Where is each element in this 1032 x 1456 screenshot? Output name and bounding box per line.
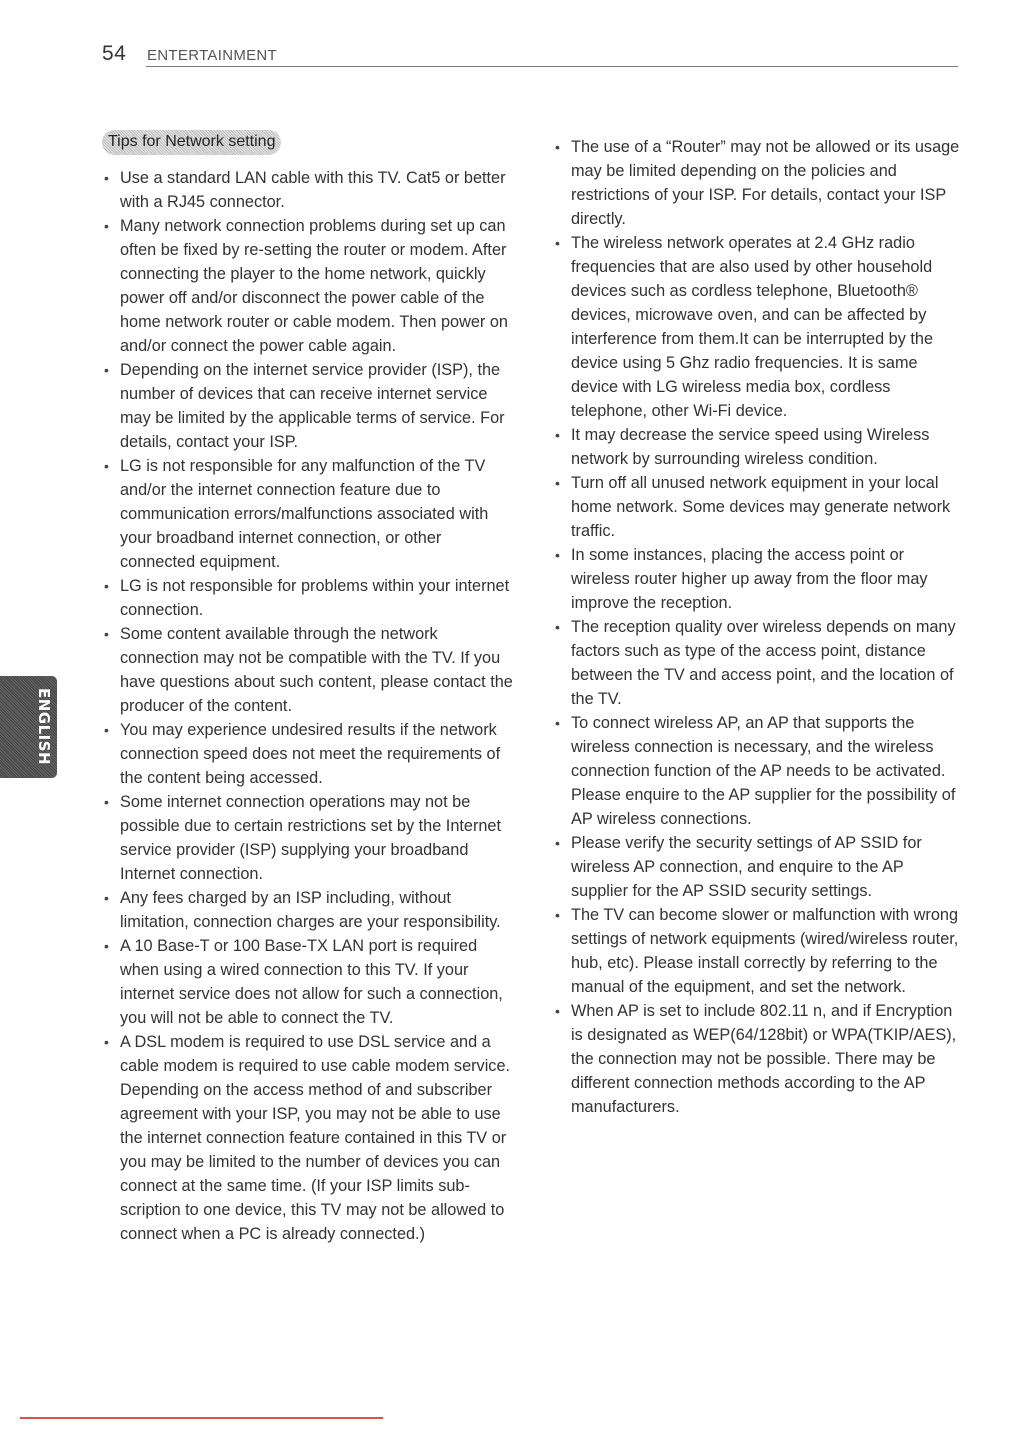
page-header <box>102 40 958 70</box>
section-title: ENTERTAINMENT <box>147 47 278 64</box>
list-item: • When AP is set to include 802.11 n, and if Encryption is designated as WEP(64/128bit) or WPA(TKIP/AES), the connection may not be possible. There may be different connection methods according to the AP manufacturers. <box>555 999 965 1119</box>
left-column <box>104 166 519 1246</box>
list-item: • Some content available through the network connection may not be compatible with the TV. If you have questions about such content, please contact the producer of the content. <box>104 622 519 718</box>
list-item: • Many network connection problems during set up can often be fixed by re-setting the router or modem. After connecting the player to the home network, quickly power off and/or disconnect the power cable of the home network router or cable modem. Then power on and/or connect the power cable again. <box>104 214 519 358</box>
list-item: • The TV can become slower or malfunction with wrong settings of network equipments (wired/wireless router, hub, etc). Please install correctly by referring to the manual of the equipment, and set the network. <box>555 903 965 999</box>
right-column <box>555 135 965 1119</box>
list-item: • You may experience undesired results if the network connection speed does not meet the requirements of the content being accessed. <box>104 718 519 790</box>
list-item: • The reception quality over wireless depends on many factors such as type of the access point, distance between the TV and access point, and the location of the TV. <box>555 615 965 711</box>
language-side-tab <box>0 676 57 778</box>
list-item: • To connect wireless AP, an AP that supports the wireless connection is necessary, and the wireless connection function of the AP needs to be activated. Please enquire to the AP supplier for the possibility of AP wireless connections. <box>555 711 965 831</box>
list-item: • Any fees charged by an ISP including, without limitation, connection charges are your responsibility. <box>104 886 519 934</box>
tips-list-right <box>555 135 965 1119</box>
list-item: • It may decrease the service speed using Wireless network by surrounding wireless condition. <box>555 423 965 471</box>
list-item: • Please verify the security settings of AP SSID for wireless AP connection, and enquire to the AP supplier for the AP SSID security settings. <box>555 831 965 903</box>
language-label: ENGLISH <box>35 688 53 766</box>
list-item: • Use a standard LAN cable with this TV. Cat5 or better with a RJ45 connector. <box>104 166 519 214</box>
list-item: • Some internet connection operations may not be possible due to certain restrictions set by the Internet service provider (ISP) supplying your broadband Internet connection. <box>104 790 519 886</box>
list-item: • In some instances, placing the access point or wireless router higher up away from the floor may improve the reception. <box>555 543 965 615</box>
header-divider <box>146 66 958 67</box>
page-number: 54 <box>102 42 127 65</box>
list-item: • Turn off all unused network equipment in your local home network. Some devices may generate network traffic. <box>555 471 965 543</box>
tips-heading: Tips for Network setting <box>102 130 281 155</box>
list-item: • LG is not responsible for problems within your internet connection. <box>104 574 519 622</box>
tips-list-left <box>104 166 519 1246</box>
list-item: • The use of a “Router” may not be allowed or its usage may be limited depending on the policies and restrictions of your ISP. For details, contact your ISP directly. <box>555 135 965 231</box>
list-item: • Depending on the internet service provider (ISP), the number of devices that can receive internet service may be limited by the applicable terms of service. For details, contact your ISP. <box>104 358 519 454</box>
list-item: • The wireless network operates at 2.4 GHz radio frequencies that are also used by other household devices such as cordless telephone, Bluetooth® devices, microwave oven, and can be affected by interference from them.It can be interrupted by the device using 5 Ghz radio frequencies. It is same device with LG wireless media box, cordless telephone, other Wi-Fi device. <box>555 231 965 423</box>
list-item: • A 10 Base-T or 100 Base-TX LAN port is required when using a wired connection to this TV. If your internet service does not allow for such a connection, you will not be able to connect the TV. <box>104 934 519 1030</box>
list-item: • A DSL modem is required to use DSL service and a cable modem is required to use cable modem service. Depending on the access method of and subscriber agreement with your ISP, you may not be able to use the internet connection feature contained in this TV or you may be limited to the number of devices you can connect at the same time. (If your ISP limits sub-scription to one device, this TV may not be allowed to connect when a PC is already connected.) <box>104 1030 519 1246</box>
footer-divider <box>20 1417 383 1419</box>
list-item: • LG is not responsible for any malfunction of the TV and/or the internet connection feature due to communication errors/malfunctions associated with your broadband internet connection, or other connected equipment. <box>104 454 519 574</box>
